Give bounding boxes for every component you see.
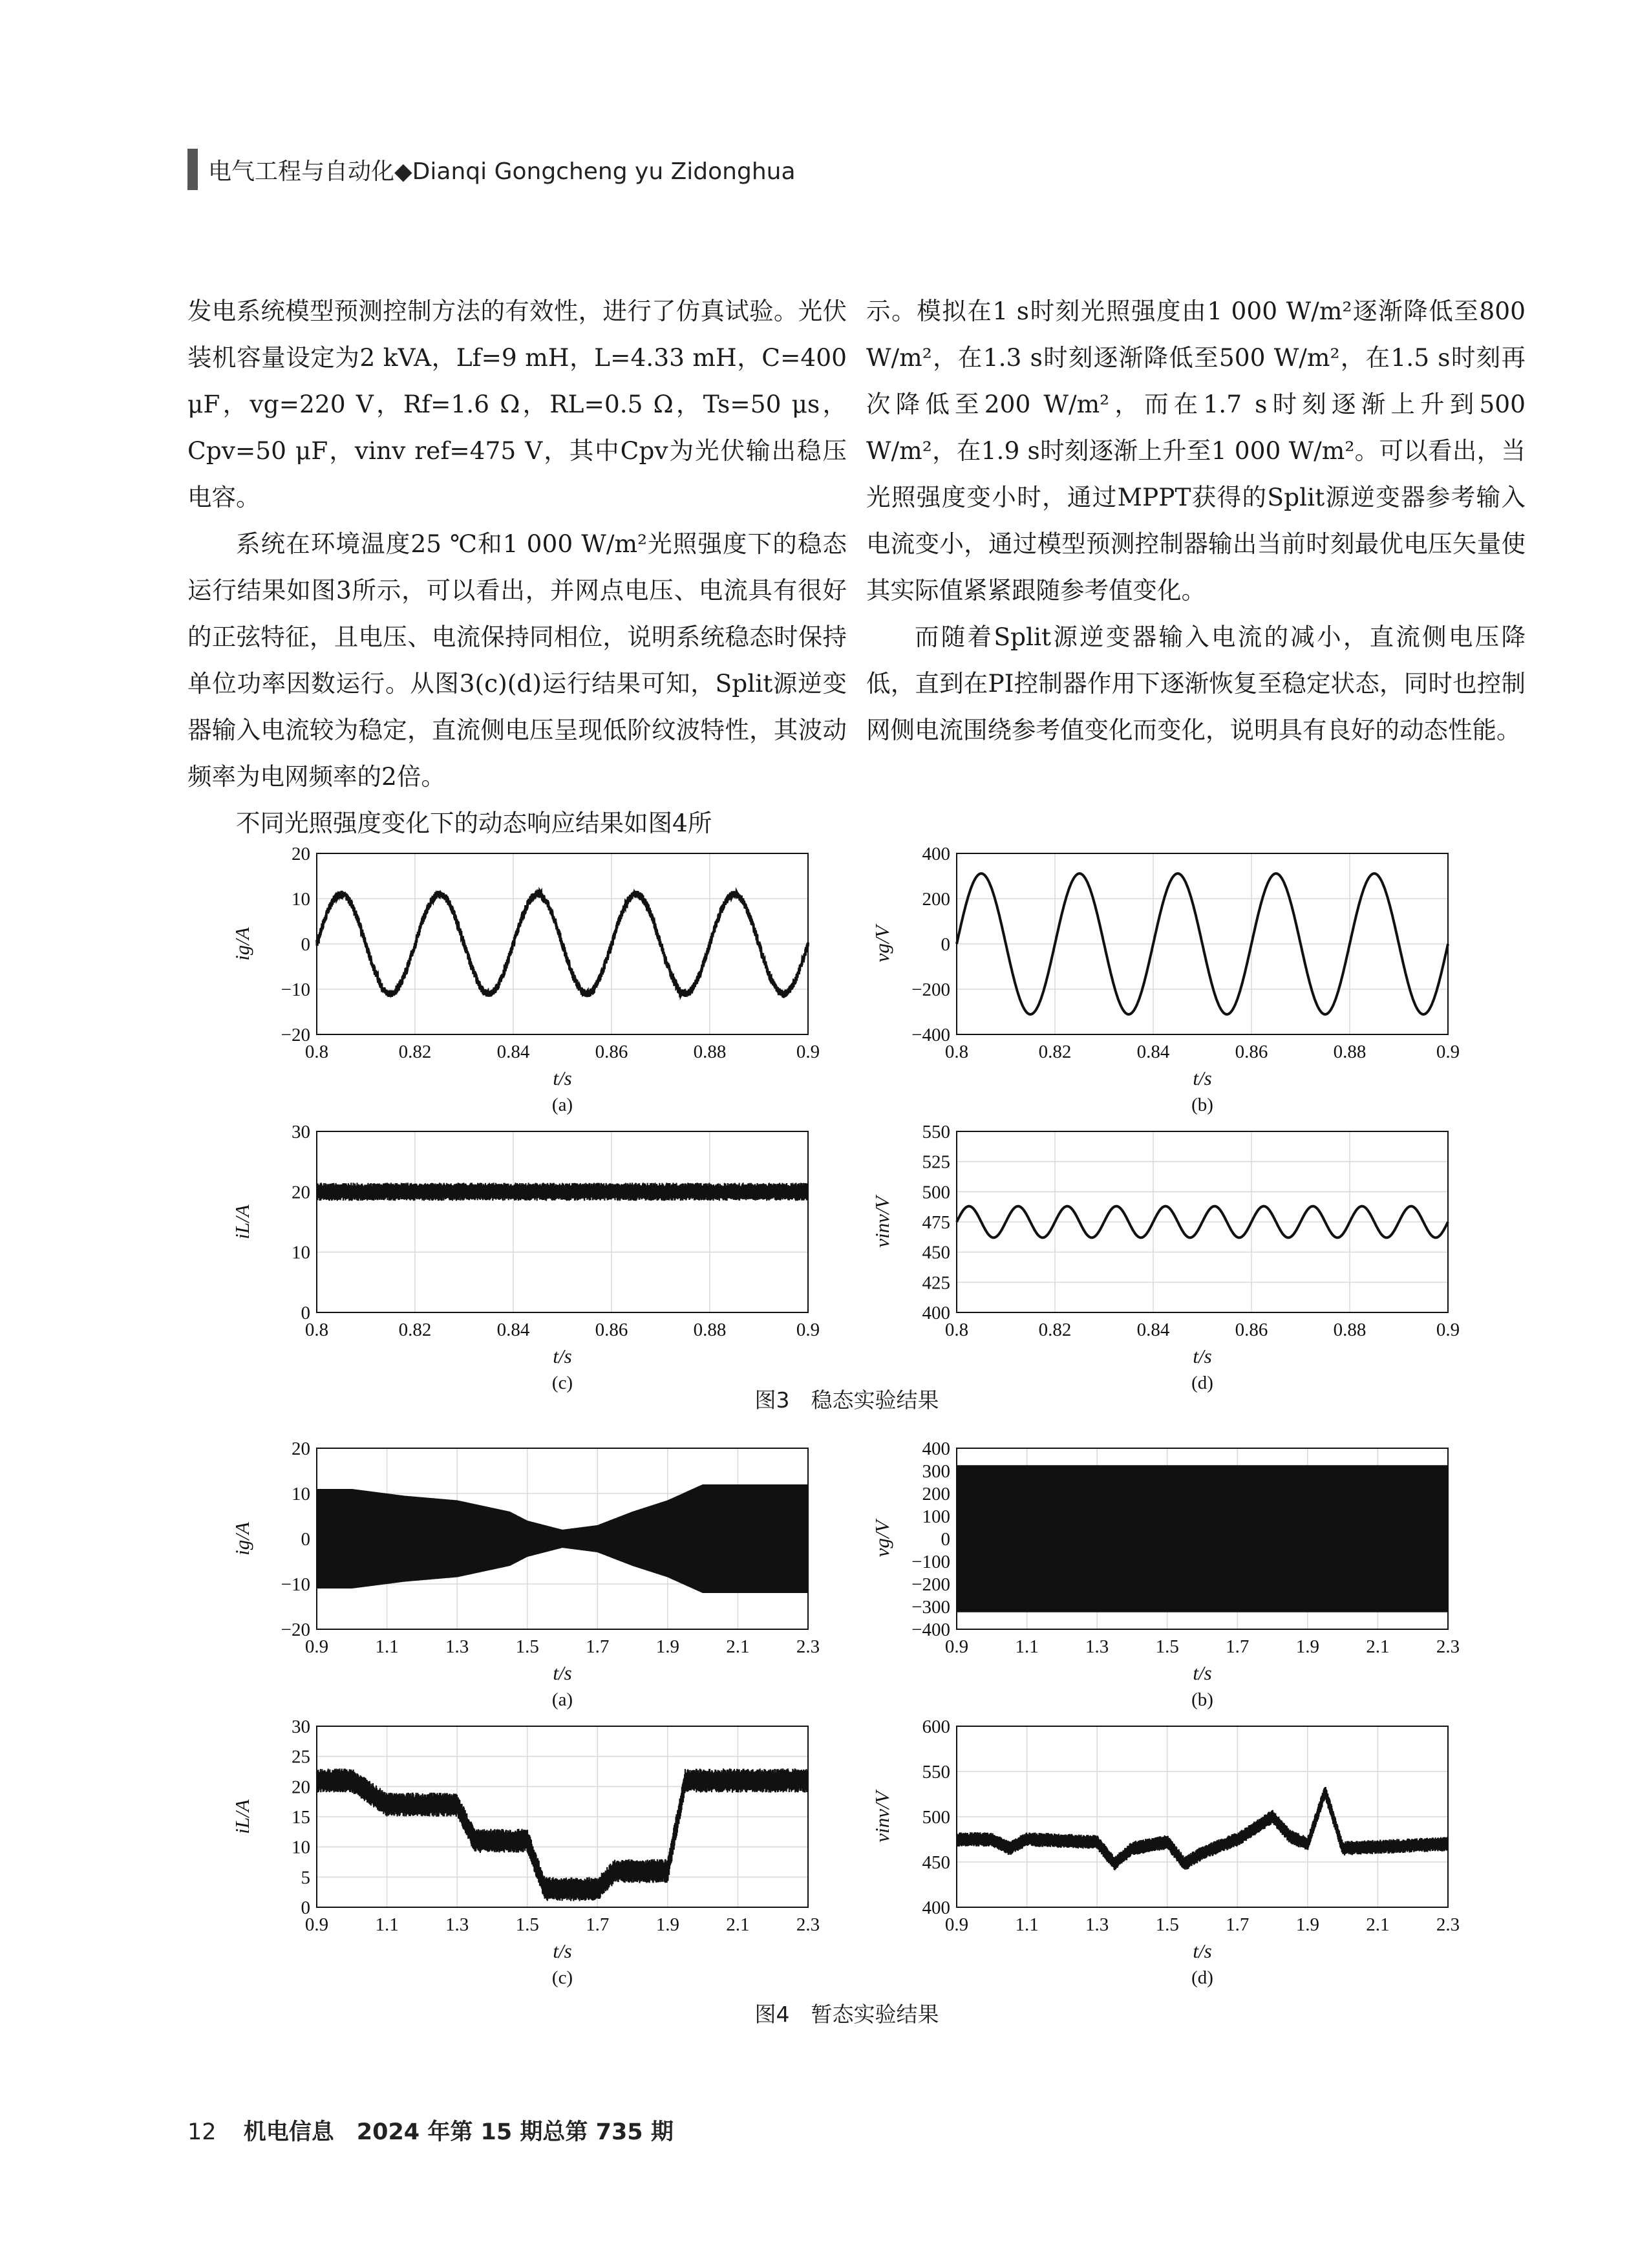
left-text-column	[187, 288, 847, 846]
x-axis-label: t/s	[1193, 1067, 1212, 1089]
page-footer	[187, 2114, 674, 2146]
y-tick-label: 5	[301, 1867, 310, 1888]
x-tick-label: 2.3	[1436, 1636, 1460, 1657]
y-axis-label: ig/A	[231, 1522, 253, 1556]
x-tick-label: 1.3	[445, 1914, 469, 1935]
y-tick-label: 0	[941, 1529, 950, 1550]
x-tick-label: 0.9	[304, 1914, 329, 1935]
y-tick-label: 20	[292, 1777, 310, 1798]
chart-panel	[220, 1435, 840, 1729]
y-axis-label: vinv/V	[871, 1791, 893, 1843]
x-tick-label: 0.82	[1038, 1042, 1072, 1062]
y-tick-label: 0	[301, 1898, 310, 1918]
x-axis-label: t/s	[553, 1067, 572, 1089]
x-tick-label: 0.84	[1136, 1042, 1170, 1062]
x-tick-label: 0.88	[693, 1042, 727, 1062]
y-tick-label: 400	[922, 1439, 950, 1459]
x-tick-label: 0.8	[304, 1042, 329, 1062]
x-tick-label: 1.1	[1015, 1914, 1039, 1935]
chart-panel	[220, 1713, 840, 2007]
x-tick-label: 0.9	[944, 1914, 969, 1935]
x-tick-label: 0.9	[944, 1636, 969, 1657]
x-tick-label: 1.9	[1295, 1914, 1319, 1935]
series-line	[317, 1182, 808, 1201]
y-tick-label: 500	[922, 1182, 950, 1203]
y-tick-label: 0	[301, 1303, 310, 1323]
x-tick-label: 0.86	[595, 1042, 628, 1062]
y-tick-label: 10	[292, 889, 310, 910]
y-tick-label: −10	[281, 1574, 310, 1595]
x-tick-label: 0.9	[796, 1042, 820, 1062]
x-tick-label: 0.8	[944, 1042, 969, 1062]
x-tick-label: 0.9	[796, 1320, 820, 1340]
x-tick-label: 0.82	[398, 1320, 432, 1340]
figure-4	[213, 1429, 1480, 2027]
y-tick-label: 525	[922, 1151, 950, 1173]
paragraph: 而随着Split源逆变器输入电流的减小，直流侧电压降低，直到在PI控制器作用下逐渐恢复至稳定状态，同时也控制网侧电流围绕参考值变化而变化，说明具有良好的动态性能。	[866, 623, 1526, 744]
x-tick-label: 2.3	[1436, 1914, 1460, 1935]
y-tick-label: 20	[292, 1439, 310, 1459]
chart-svg	[220, 1435, 840, 1726]
x-tick-label: 2.1	[1366, 1636, 1390, 1657]
x-tick-label: 0.8	[304, 1320, 329, 1340]
chart-panel	[860, 1118, 1480, 1412]
y-tick-label: 10	[292, 1837, 310, 1858]
subfigure-label: (a)	[551, 1689, 573, 1710]
y-tick-label: −200	[911, 1574, 950, 1595]
x-tick-label: 1.7	[586, 1914, 610, 1935]
chart-panel	[860, 1713, 1480, 2007]
y-tick-label: 200	[922, 1484, 950, 1504]
x-tick-label: 0.86	[595, 1320, 628, 1340]
y-tick-label: 0	[941, 934, 950, 955]
journal-title: 电气工程与自动化◆Dianqi Gongcheng yu Zidonghua	[208, 158, 796, 185]
y-tick-label: −400	[911, 1025, 950, 1045]
y-tick-label: 500	[922, 1807, 950, 1828]
x-tick-label: 0.82	[398, 1042, 432, 1062]
y-tick-label: 0	[301, 934, 310, 955]
x-tick-label: 2.3	[796, 1636, 820, 1657]
chart-panel	[220, 1118, 840, 1412]
y-tick-label: −400	[911, 1620, 950, 1640]
y-tick-label: −10	[281, 979, 310, 1000]
x-axis-label: t/s	[553, 1662, 572, 1684]
subfigure-label: (c)	[551, 1373, 573, 1393]
x-axis-label: t/s	[553, 1940, 572, 1962]
y-tick-label: 425	[922, 1272, 950, 1294]
y-tick-label: 200	[922, 889, 950, 910]
x-tick-label: 1.5	[1155, 1914, 1179, 1935]
x-axis-label: t/s	[553, 1345, 572, 1367]
x-tick-label: 1.1	[1015, 1636, 1039, 1657]
subfigure-label: (d)	[1191, 1967, 1213, 1988]
paragraph: 系统在环境温度25 ℃和1 000 W/m²光照强度下的稳态运行结果如图3所示，可以看出，并网点电压、电流具有很好的正弦特征，且电压、电流保持同相位，说明系统稳态时保持单位功率因数运行。从图3(c)(d)运行结果可知，Split源逆变器输入电流较为稳定，直流侧电压呈现低阶纹波特性，其波动频率为电网频率的2倍。	[187, 530, 847, 791]
paragraph: 不同光照强度变化下的动态响应结果如图4所	[236, 809, 712, 837]
chart-svg	[860, 1713, 1480, 2004]
x-tick-label: 1.5	[1155, 1636, 1179, 1657]
chart-panel	[220, 840, 840, 1134]
series-line	[957, 1465, 1448, 1612]
x-tick-label: 0.86	[1235, 1042, 1268, 1062]
x-tick-label: 1.5	[515, 1914, 539, 1935]
chart-panel	[860, 840, 1480, 1134]
y-tick-label: −200	[911, 979, 950, 1000]
x-tick-label: 0.84	[1136, 1320, 1170, 1340]
y-tick-label: 450	[922, 1852, 950, 1873]
y-axis-label: ig/A	[231, 927, 253, 961]
x-tick-label: 1.3	[1085, 1636, 1109, 1657]
x-tick-label: 0.84	[496, 1042, 530, 1062]
y-tick-label: 600	[922, 1717, 950, 1737]
chart-svg	[220, 840, 840, 1131]
y-tick-label: −300	[911, 1597, 950, 1618]
y-tick-label: −20	[281, 1025, 310, 1045]
plot-frame	[317, 1131, 808, 1312]
y-tick-label: 400	[922, 844, 950, 864]
running-header	[187, 150, 796, 189]
x-tick-label: 1.9	[1295, 1636, 1319, 1657]
y-tick-label: 475	[922, 1212, 950, 1233]
subfigure-label: (b)	[1191, 1689, 1213, 1710]
series-line	[317, 1768, 808, 1901]
subfigure-label: (d)	[1191, 1373, 1213, 1393]
y-tick-label: 100	[922, 1506, 950, 1527]
x-tick-label: 0.9	[1436, 1042, 1460, 1062]
header-marker-bar	[187, 149, 198, 190]
x-tick-label: 1.7	[1226, 1636, 1250, 1657]
y-tick-label: 10	[292, 1484, 310, 1504]
subfigure-label: (a)	[551, 1095, 573, 1115]
x-tick-label: 0.84	[496, 1320, 530, 1340]
x-axis-label: t/s	[1193, 1345, 1212, 1367]
x-tick-label: 0.8	[944, 1320, 969, 1340]
x-tick-label: 0.86	[1235, 1320, 1268, 1340]
x-tick-label: 1.3	[445, 1636, 469, 1657]
x-axis-label: t/s	[1193, 1662, 1212, 1684]
paragraph: 示。模拟在1 s时刻光照强度由1 000 W/m²逐渐降低至800 W/m²，在1.3 s时刻逐渐降低至500 W/m²，在1.5 s时刻再次降低至200 W/m²，而在1.7 s时刻逐渐上升到500 W/m²，在1.9 s时刻逐渐上升至1 000 W/m²。可以看出，当光照强度变小时，通过MPPT获得的Split源逆变器参考输入电流变小，通过模型预测控制器输出当前时刻最优电压矢量使其实际值紧紧跟随参考值变化。	[866, 297, 1526, 604]
y-axis-label: iL/A	[231, 1204, 253, 1239]
x-tick-label: 0.9	[304, 1636, 329, 1657]
right-text-column	[866, 288, 1526, 753]
x-tick-label: 0.88	[693, 1320, 727, 1340]
y-tick-label: 20	[292, 1182, 310, 1203]
issue-info: 机电信息 2024 年第 15 期总第 735 期	[243, 2119, 674, 2145]
x-tick-label: 2.3	[796, 1914, 820, 1935]
x-tick-label: 1.5	[515, 1636, 539, 1657]
chart-svg	[860, 840, 1480, 1131]
figure-caption: 图4 暂态实验结果	[754, 2002, 939, 2027]
y-axis-label: vg/V	[871, 925, 893, 963]
series-line	[957, 1787, 1448, 1870]
y-tick-label: 550	[922, 1122, 950, 1142]
chart-svg	[220, 1118, 840, 1409]
x-tick-label: 0.88	[1333, 1042, 1367, 1062]
y-tick-label: −20	[281, 1620, 310, 1640]
x-tick-label: 1.1	[375, 1914, 399, 1935]
x-tick-label: 1.9	[655, 1636, 679, 1657]
x-tick-label: 1.7	[586, 1636, 610, 1657]
y-axis-label: vinv/V	[871, 1196, 893, 1248]
y-tick-label: 550	[922, 1762, 950, 1782]
x-tick-label: 1.9	[655, 1914, 679, 1935]
x-axis-label: t/s	[1193, 1940, 1212, 1962]
y-tick-label: 25	[292, 1746, 310, 1768]
figure-caption: 图3 稳态实验结果	[754, 1387, 939, 1413]
x-tick-label: 1.1	[375, 1636, 399, 1657]
y-tick-label: 10	[292, 1242, 310, 1263]
y-axis-label: vg/V	[871, 1520, 893, 1557]
series-line	[317, 1484, 808, 1593]
y-tick-label: 15	[292, 1807, 310, 1828]
x-tick-label: 1.7	[1226, 1914, 1250, 1935]
y-tick-label: 400	[922, 1898, 950, 1918]
x-tick-label: 0.9	[1436, 1320, 1460, 1340]
y-tick-label: −100	[911, 1552, 950, 1572]
x-tick-label: 1.3	[1085, 1914, 1109, 1935]
chart-panel	[860, 1435, 1480, 1729]
paragraph: 发电系统模型预测控制方法的有效性，进行了仿真试验。光伏装机容量设定为2 kVA，Lf=9 mH，L=4.33 mH，C=400 μF，vg=220 V，Rf=1.6 Ω，RL=0.5 Ω，Ts=50 μs，Cpv=50 μF，vinv ref=475 V，其中Cpv为光伏输出稳压电容。	[187, 297, 847, 511]
y-tick-label: 20	[292, 844, 310, 864]
y-tick-label: 30	[292, 1717, 310, 1737]
subfigure-label: (b)	[1191, 1095, 1213, 1115]
x-tick-label: 2.1	[1366, 1914, 1390, 1935]
y-tick-label: 30	[292, 1122, 310, 1142]
chart-svg	[860, 1118, 1480, 1409]
subfigure-label: (c)	[551, 1967, 573, 1988]
y-tick-label: 300	[922, 1461, 950, 1482]
figure-3	[213, 834, 1480, 1413]
y-tick-label: 0	[301, 1529, 310, 1550]
series-line	[957, 1206, 1448, 1238]
x-tick-label: 2.1	[726, 1914, 750, 1935]
x-tick-label: 0.82	[1038, 1320, 1072, 1340]
y-tick-label: 400	[922, 1303, 950, 1323]
y-tick-label: 450	[922, 1242, 950, 1263]
chart-svg	[860, 1435, 1480, 1726]
page-number: 12	[187, 2119, 217, 2145]
chart-svg	[220, 1713, 840, 2004]
x-tick-label: 0.88	[1333, 1320, 1367, 1340]
x-tick-label: 2.1	[726, 1636, 750, 1657]
y-axis-label: iL/A	[231, 1799, 253, 1834]
